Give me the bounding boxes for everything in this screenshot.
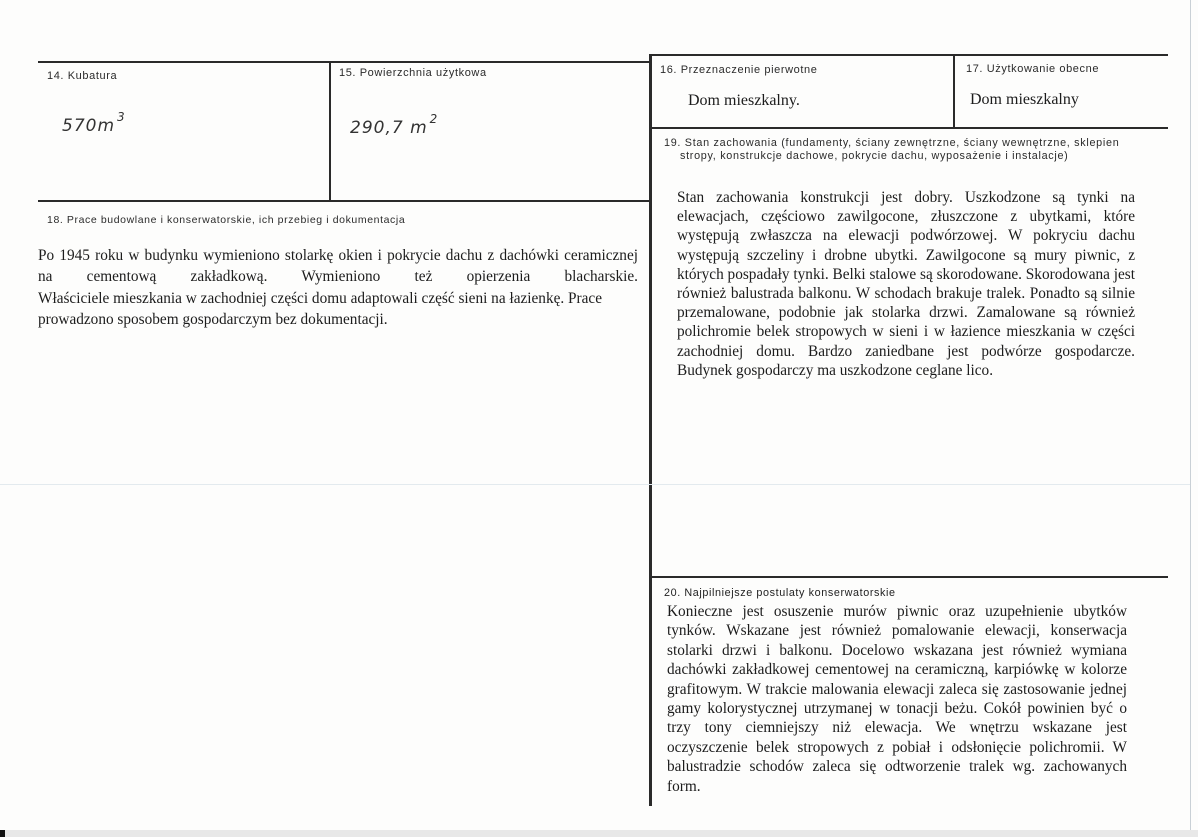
field-19-label-line-2: stropy, konstrukcje dachowe, pokrycie dachu, wyposażenie i instalacje): [680, 150, 1069, 162]
field-20-label: 20. Najpilniejsze postulaty konserwatorskie: [664, 587, 896, 599]
field-20-text: Konieczne jest osuszenie murów piwnic oraz uzupełnienie ubytków tynków. Wskazane jest również pomalowanie elewacji, konserwacja stolarki drzwi i balkonu. Docelowo wskazana jest również wymiana dachówki zakładkowej cementowej na ceramiczną, karpiówkę w kolorze grafitowym. W trakcie malowania elewacji zaleca się zastosowanie jednej gamy kolorystycznej utrzymanej w tonacji beżu. Cokół powinien być o trzy tony ciemniejszy niż elewacja. We wnętrzu wskazane jest oczyszczenie belek stropowych z pobiał i odsłonięcie polichromii. W balustradzie schodów zaleca się odtworzenie tralek wg. zachowanych form.: [667, 603, 1127, 795]
rule-top-left: [38, 61, 652, 63]
field-15-unit: m: [410, 118, 428, 138]
field-16-value: Dom mieszkalny.: [688, 92, 800, 109]
fold-crease: [0, 484, 1190, 485]
field-18-paragraph-2: Właściciele mieszkania w zachodniej części domu adaptowali część sieni na łazienkę. Prace prowadzono sposobem gospodarczym bez dokumentacji.: [38, 290, 603, 328]
rule-divider-14-15: [329, 62, 331, 202]
rule-under-14-15: [38, 200, 652, 202]
field-14-number: 570: [62, 116, 98, 136]
scan-edge-right: [1190, 0, 1191, 837]
field-19-label-line-1: 19. Stan zachowania (fundamenty, ściany zewnętrzne, ściany wewnętrzne, sklepien: [664, 137, 1120, 149]
field-17-value: Dom mieszkalny: [970, 91, 1079, 108]
scan-corner-mark: [0, 830, 5, 837]
field-17-label: 17. Użytkowanie obecne: [966, 63, 1100, 75]
field-14-unit: m: [97, 116, 116, 136]
field-15-exponent: 2: [429, 112, 439, 126]
field-18-text: [38, 246, 638, 330]
field-14-exponent: 3: [117, 110, 126, 124]
field-15-value: [350, 112, 438, 138]
rule-under-16-17: [650, 127, 1168, 129]
rule-above-20: [650, 576, 1168, 578]
rule-divider-16-17: [953, 54, 955, 128]
field-18-label: 18. Prace budowlane i konserwatorskie, ich przebieg i dokumentacja: [47, 214, 406, 226]
scan-edge-bottom: [0, 830, 1198, 837]
rule-top-right: [650, 54, 1168, 56]
field-16-label: 16. Przeznaczenie pierwotne: [660, 64, 818, 76]
field-19-text: Stan zachowania konstrukcji jest dobry. Uszkodzone są tynki na elewacjach, częściowo zawilgocone, złuszczone z ubytkami, które występują zwłaszcza na elewacji podwórzowej. W pokryciu dachu występują szczeliny i drobne ubytki. Zawilgocone są mury piwnic, z których pospadały tynki. Belki stalowe są skorodowane. Skorodowana jest również balustrada balkonu. W schodach brakuje tralek. Ponadto są silnie przemalowane, podobnie jak stolarka drzwi. Zamalowane są również polichromie belek stropowych w sieni i w łazience mieszkania w części zachodniej domu. Bardzo zaniedbane jest podwórze gospodarcze. Budynek gospodarczy ma uszkodzone ceglane lico.: [677, 189, 1135, 379]
field-14-label: 14. Kubatura: [47, 70, 118, 82]
rule-center-vertical: [649, 54, 652, 806]
field-15-label: 15. Powierzchnia użytkowa: [339, 67, 487, 79]
field-18-paragraph-1: Po 1945 roku w budynku wymieniono stolarkę okien i pokrycie dachu z dachówki ceramicznej na cementową zakładkową. Wymieniono też opierzenia blacharskie.: [38, 247, 638, 285]
field-14-value: [62, 110, 126, 136]
field-15-number: 290,7: [350, 118, 404, 138]
